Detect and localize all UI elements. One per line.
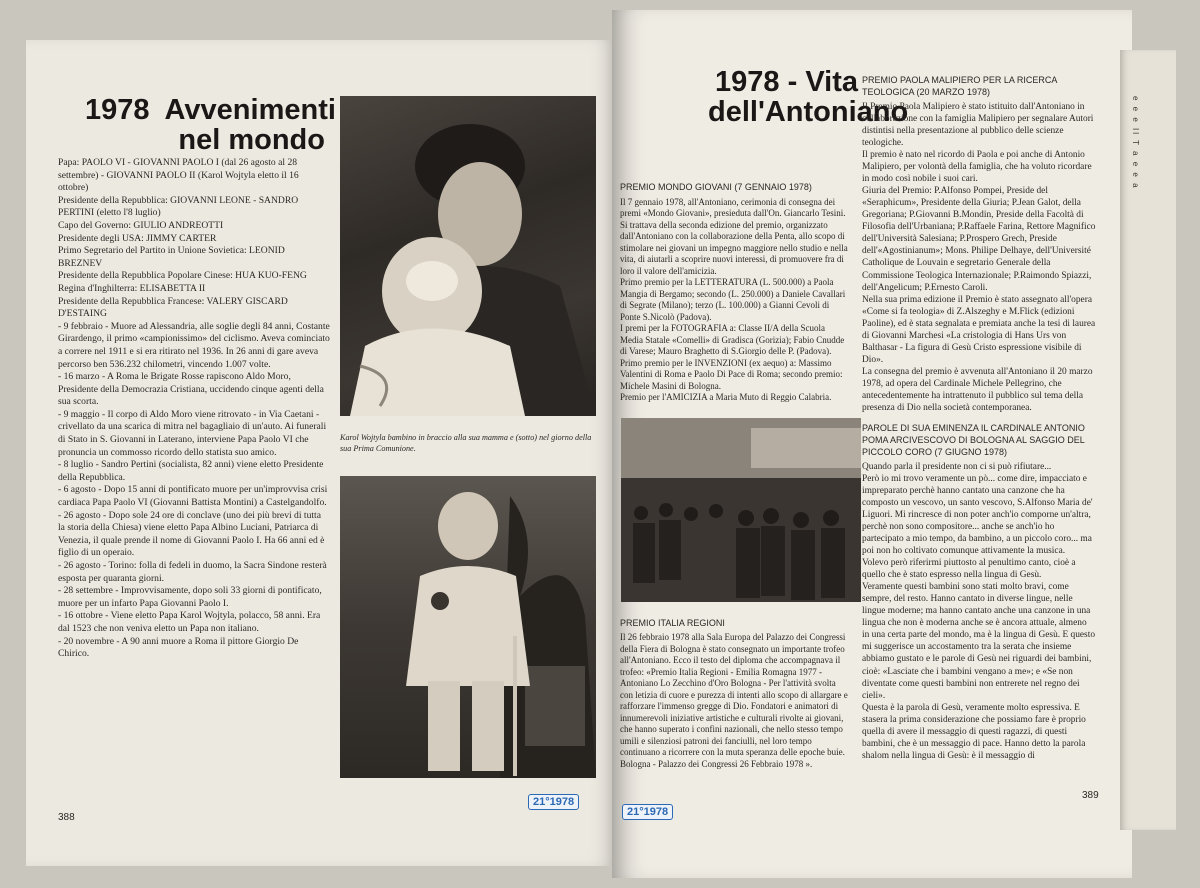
event-paragraph: - 26 agosto - Dopo sole 24 ore di conclave (uno dei più brevi di tutta la storia della Chiesa) viene eletto Papa Albino Luciani, Patriarca di Venezia, il quale prende il nome di Giovanni Paolo I. Ha 66 anni ed è figlio di un operaio. — [58, 509, 325, 559]
body-paragraph: Primo premio per le INVENZIONI (ex aequo) a: Massimo Valentini di Roma e Paolo Di Pace di Roma; secondo premio: Michele Masini di Bologna. — [620, 357, 843, 391]
body-paragraph: Nella sua prima edizione il Premio è stato assegnato all'opera «Come si fa teologia» di Z.Alszeghy e M.Flick (edizioni Paoline), ed è stata segnalata e premiata anche la tesi di laurea di Giovanni Marchesi «La cristologia di Hans Urs von Balthasar - La figura di Gesù Cristo espressione visibile di Dio». — [862, 294, 1096, 365]
event-paragraph: Papa: PAOLO VI - GIOVANNI PAOLO I (dal 26 agosto al 28 settembre) - GIOVANNI PAOLO II (Karol Wojtyla eletto il 16 ottobre) — [58, 157, 299, 194]
antoniano-column-2 — [862, 72, 1096, 762]
edition-badge-left: 21°1978 — [528, 794, 579, 810]
left-heading-line2: nel mondo — [178, 123, 325, 156]
event-paragraph: - 26 agosto - Torino: folla di fedeli in duomo, la Sacra Sindone resterà esposta per quaranta giorni. — [58, 560, 327, 584]
event-paragraph: - 8 luglio - Sandro Pertini (socialista, 82 anni) viene eletto Presidente della Repubblica. — [58, 459, 324, 483]
edition-badge-right: 21°1978 — [622, 804, 673, 820]
event-paragraph: Regina d'Inghilterra: ELISABETTA II — [58, 282, 206, 294]
body-paragraph: Primo premio per la LETTERATURA (L. 500.000) a Paola Mangia di Bergamo; secondo (L. 250.000) a Daniele Cavallari di Segrate (Milano); terzo (L. 100.000) a Gianni Cevoli di Ponte S.Nicolò (Padova). — [620, 277, 846, 322]
body-paragraph: I premi per la FOTOGRAFIA a: Classe II/A della Scuola Media Statale «Comelli» di Gradisca (Gorizia); Fabio Cnudde di Varese; Mauro Braghetto di S.Giorgio delle P. (Padova). — [620, 323, 845, 357]
body-paragraph: Il premio è nato nel ricordo di Paola e poi anche di Antonio Malipiero, per volontà della famiglia, che ha voluto ricordare in modo così nobile i suoi cari. — [862, 150, 1092, 185]
body-paragraph: Giuria del Premio: P.Alfonso Pompei, Preside del «Seraphicum», Presidente della Giuria; P.Jean Galot, della Gregoriana; P.Giovanni B.Mondin, Preside della Facoltà di Filosofia dell'Urbaniana; P.Raffaele Farina, Rettore Magnifico dell'Università Salesiana; P.Prospero Grech, Preside dell'«Agostinianum»; Mons. Philipe Delhaye, dell'Université Catholique de Louvain e segretario Generale della Commissione Teologica Internazionale; P.Raimondo Spiazzi, dell'Angelicum; P.Ernesto Caroli. — [862, 186, 1096, 293]
event-paragraph: - 28 settembre - Improvvisamente, dopo soli 33 giorni di pontificato, muore per un infarto Papa Giovanni Paolo I. — [58, 585, 322, 609]
body-paragraph: Il 7 gennaio 1978, all'Antoniano, cerimonia di consegna dei premi «Mondo Giovani», presieduta dall'On. Giancarlo Tesini. — [620, 196, 846, 219]
left-page-heading — [85, 96, 336, 155]
body-paragraph: Il Premio Paola Malipiero è stato istituito dall'Antoniano in collaborazione con la famiglia Malipiero per segnalare Autori distintisi nella presentazione al pubblico delle scienze teologiche. — [862, 102, 1094, 149]
world-events-column — [58, 157, 330, 661]
event-paragraph: Presidente della Repubblica Popolare Cinese: HUA KUO-FENG — [58, 270, 307, 282]
body-paragraph: Volevo però riferirmi piuttosto al penultimo canto, cioè a quello che è stato espresso nella lingua di Gesù. — [862, 558, 1076, 581]
photo-first-communion-image — [340, 476, 596, 778]
section-title: PREMIO PAOLA MALIPIERO PER LA RICERCA TEOLOGICA (20 MARZO 1978) — [862, 75, 1057, 98]
right-page-heading — [708, 66, 909, 128]
body-paragraph: Il 26 febbraio 1978 alla Sala Europa del Palazzo dei Congressi della Fiera di Bologna è stato consegnato un importante trofeo all'Antoniano. Ecco il testo del diploma che accompagnava il trofeo: «Premio Italia Regioni - Emilia Romagna 1977 - Antoniano Lo Zecchino d'Oro Bologna - Per l'attività svolta con letizia di cuore e purezza di intenti allo scopo di allargare e rafforzare l'immenso gregge di Dio. Fondatori e animatori di innumerevoli iniziative artistiche e culturali rivolte ai giovani, che hanno superato i confini nazionali, che nello stesso tempo umili e silenziosi patroni dei fanciulli, nel loro tempo continuano a ricorrere con la muta speranza delle epoche buie. Bologna - Palazzo dei Congressi 26 Febbraio 1978 ». — [620, 632, 848, 769]
event-paragraph: Primo Segretario del Partito in Unione Sovietica: LEONID BREZNEV — [58, 245, 285, 269]
section-title: PREMIO MONDO GIOVANI (7 GENNAIO 1978) — [620, 182, 812, 192]
page-number-left: 388 — [58, 812, 75, 823]
body-paragraph: La consegna del premio è avvenuta all'Antoniano il 20 marzo 1978, ad opera del Cardinale Michele Pellegrino, che antecedentemente ha intrattenuto il pubblico sul tema della presenza di Dio nella società contemporanea. — [862, 366, 1093, 413]
body-paragraph: Quando parla il presidente non ci si può rifiutare... — [862, 461, 1052, 472]
left-heading-line1: 1978 Avvenimenti — [85, 94, 336, 126]
photo-award-ceremony — [621, 418, 861, 602]
next-page-edge-text: e e e Il T a e e a — [1131, 96, 1140, 190]
event-paragraph: Capo del Governo: GIULIO ANDREOTTI — [58, 219, 224, 231]
body-paragraph: Si trattava della seconda edizione del premio, organizzato dall'Antoniano con la collaborazione della Penta, allo scopo di stimolare nei giovani un impegno maggiore nello studio e nella vita, di aiutarli a scoprire nuovi interessi, di promuovere fra di loro il valore dell'amicizia. — [620, 219, 848, 276]
event-paragraph: - 16 marzo - A Roma le Brigate Rosse rapiscono Aldo Moro, Presidente della Democrazia Cristiana, uccidendo cinque agenti della sua scorta. — [58, 371, 324, 408]
body-paragraph: Questa è la parola di Gesù, veramente molto espressiva. E stasera la prima considerazione che possiamo fare è proprio quella di avere il messaggio di questi ragazzi, di questi bambini, che è un messaggio di pace. Hanno detto la parola shalom nella lingua di Gesù: è il messaggio di — [862, 702, 1086, 761]
right-heading-line2: dell'Antoniano — [708, 95, 909, 128]
section-title: PREMIO ITALIA REGIONI — [620, 617, 725, 628]
event-paragraph: - 9 febbraio - Muore ad Alessandria, alle soglie degli 84 anni, Costante Girardengo, il primo «campionissimo» del ciclismo. Aveva cominciato a correre nel 1911 e si era ritirato nel 1936. In 26 anni di gare aveva percorso ben 536.232 chilometri, vincendo 1.007 volte. — [58, 320, 330, 370]
event-paragraph: - 6 agosto - Dopo 15 anni di pontificato muore per un'improvvisa crisi cardiaca Papa Paolo VI (Giovanni Battista Montini) a Castelgandolfo. — [58, 484, 328, 509]
photo-mother-and-baby-image — [340, 96, 596, 416]
event-paragraph: Presidente degli USA: JIMMY CARTER — [58, 232, 217, 244]
event-paragraph: Presidente della Repubblica Francese: VALERY GISCARD D'ESTAING — [58, 295, 288, 320]
event-paragraph: - 16 ottobre - Viene eletto Papa Karol Wojtyla, polacco, 58 anni. Era dal 1523 che non veniva eletto un Papa non italiano. — [58, 610, 321, 634]
event-paragraph: - 9 maggio - Il corpo di Aldo Moro viene ritrovato - in Via Caetani - crivellato da una scarica di mitra nel bagagliaio di un'auto. Ai funerali di Stato in S. Giovanni in Laterano, interviene Papa Paolo VI che pronuncia un commosso ricordo dello statista suo amico. — [58, 408, 327, 458]
section-title: PAROLE DI SUA EMINENZA IL CARDINALE ANTONIO POMA ARCIVESCOVO DI BOLOGNA AL SAGGIO DEL PICCOLO CORO (7 GIUGNO 1978) — [862, 422, 1085, 457]
event-paragraph: Presidente della Repubblica: GIOVANNI LEONE - SANDRO PERTINI (eletto l'8 luglio) — [58, 194, 299, 219]
photo-award-ceremony-image — [621, 418, 861, 602]
body-paragraph: Però io mi trovo veramente un pò... come dire, impacciato e impreparato perchè hanno cantato una canzone che ha composto un vescovo, un santo vescovo, S.Alfonso Maria de' Liguori. Mi rincresce di non poter anch'io comporne un'altra, perchè non sono compositore... anche se anch'io ho partecipato a mio tempo, da bambino, a un piccolo coro... ma poi non ho coltivato comunque attivamente la musica. — [862, 474, 1093, 557]
body-paragraph: Veramente questi bambini sono stati molto bravi, come sempre, del resto. Hanno cantato in diverse lingue, nelle lingue moderne; ma hanno cantato anche una canzone in una lingua che non è moderna anche se è ancora attuale, almeno in una certa parte del mondo, ma è la lingua di Gesù. E questo mi suggerisce un accostamento tra la serata che insieme abbiamo gustato e le parole di Gesù nei riguardi dei bambini, cioè: «Lasciate che i bambini vengano a me»; e «Se non diventate come questi bambini non entrerete nel regno dei cieli». — [862, 582, 1096, 701]
page-number-right: 389 — [1082, 790, 1099, 801]
right-heading-line1: 1978 - Vita — [715, 66, 858, 98]
photo-first-communion — [340, 476, 596, 778]
photo-mother-and-baby — [340, 96, 596, 416]
body-paragraph: Premio per l'AMICIZIA a Maria Muto di Reggio Calabria. — [620, 392, 832, 403]
event-paragraph: - 20 novembre - A 90 anni muore a Roma il pittore Giorgio De Chirico. — [58, 635, 299, 660]
photo-caption: Karol Wojtyla bambino in braccio alla sua mamma e (sotto) nel giorno della sua Prima Comunione. — [340, 433, 592, 453]
